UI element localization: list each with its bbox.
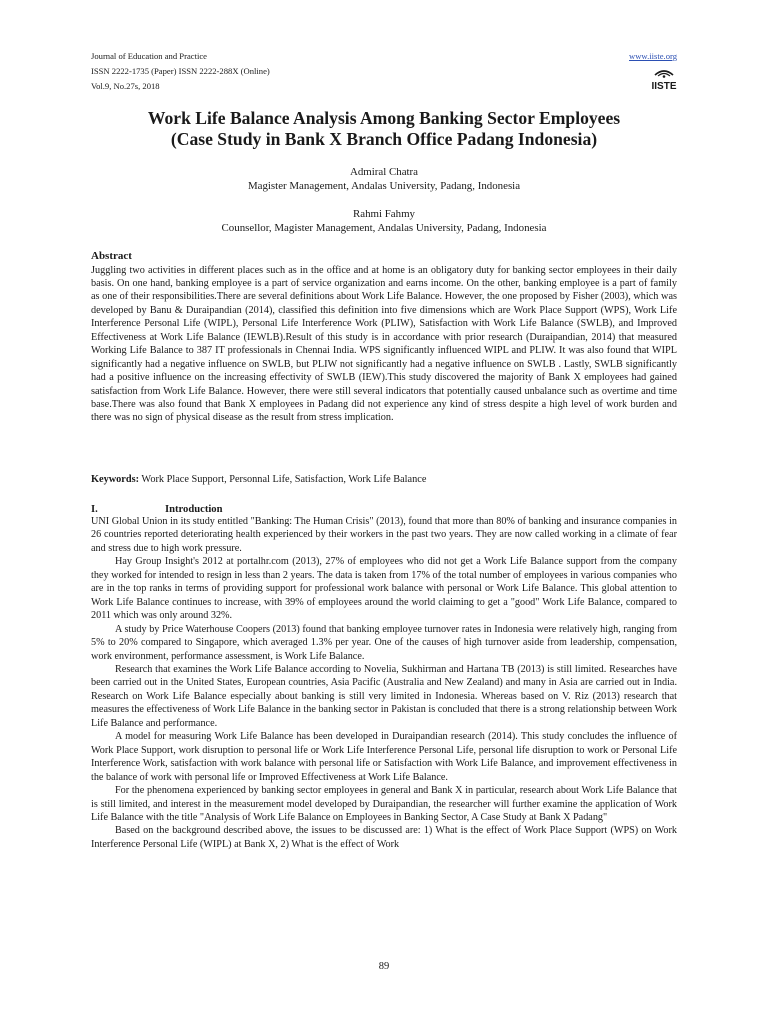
author-name-1: Admiral Chatra: [349, 166, 419, 178]
page-number: 89: [378, 961, 390, 972]
keywords-list: Work Place Support, Personnal Life, Satisfaction, Work Life Balance: [139, 474, 427, 485]
paragraph: UNI Global Union in its study entitled "Banking: The Human Crisis" (2013), found that more than 80% of banking and insurance companies in 26 countries reported deteriorating health experienced by their workers in the past two years. They are now called working in a climate of fear and stress due to high work pressure.: [91, 516, 677, 554]
paragraph: Research that examines the Work Life Balance according to Novelia, Sukhirman and Hartana TB (2013) is still limited. Researches have been carried out in the United States, European countries, Asia Pacific (Australia and New Zealand) and many in Asia are carried out in India. Research on Work Life Balance especially about banking is still very limited in Indonesia. Whereas based on V. Riz (2013) research that measures the effectiveness of Work Life Balance in the banking sector in Pakistan is concluded that there is a strong relationship between Work Life Balance and performance.: [91, 663, 677, 729]
journal-header: [91, 52, 677, 98]
abstract-body: Juggling two activities in different places such as in the office and at home is an obligatory duty for banking sector employees in their daily basis. On one hand, banking employee is a part of service organization and earns income. On the other, banking employee is a part of family as one of their responsibilities.There are several definitions about Work Life Balance. However, the one proposed by Fisher (2003), which was developed by Banu & Duraipandian (2014), classified this definition into five dimensions which are Work Place Support (WPS), Work Life Interference Personal Life (WIPL), Personal Life Interference Work (PLIW), Satisfaction with Work Life Balance (SWLB), and Improved Effectiveness at Work Life Balance (IEWLB).Result of this study is in accordance with prior research (Duraipandian, 2014) that measured Working Life Balance to 387 IT professionals in Chennai India. WPS significantly influenced WIPL and PLIW. It was also found that WIPL significantly had a negative influence on SWLB, but PLIW not significantly had a negative influence on SWLB . Lastly, SWLB significantly had a positive influence on the increasing effectivity of SWLB (IEW).This study discovered the majority of Bank X employees had gained satisfaction from Work Life Balance. However, there were still several indicators that potentially caused unbalance such as overtime and time base.There was also found that Bank X employees in Padang did not experience any kind of stress despite a high level of work burden and there was no sign of physical disease as the result from stress implication.: [91, 264, 677, 424]
paper-title-line-1: Work Life Balance Analysis Among Banking Sector Employees: [147, 108, 621, 128]
svg-text:IISTE: IISTE: [651, 81, 677, 92]
author-affiliation-2: Counsellor, Magister Management, Andalas University, Padang, Indonesia: [221, 222, 547, 234]
iiste-logo: [651, 66, 677, 92]
author-affiliation-1: Magister Management, Andalas University, Padang, Indonesia: [247, 180, 521, 192]
introduction-body: [91, 515, 677, 851]
author-name-2: Rahmi Fahmy: [352, 208, 415, 220]
paragraph: A study by Price Waterhouse Coopers (2013) found that banking employee turnover rates in Indonesia were relatively high, ranging from 5% to 20% compared to Singapore, which averaged 1.3% per year. One of the causes of high turnover aside from leadership, compensation, work environment, performance assessment, is Work Life Balance.: [91, 623, 677, 662]
keywords-line: [91, 473, 677, 486]
abstract-heading: Abstract: [91, 250, 132, 262]
keywords-label: Keywords:: [91, 474, 140, 485]
volume-line: Vol.9, No.27s, 2018: [91, 81, 160, 91]
paper-title-line-2: (Case Study in Bank X Branch Office Padang Indonesia): [170, 129, 598, 149]
section-number: I.: [91, 504, 98, 515]
section-title: Introduction: [165, 504, 223, 515]
issn-line: ISSN 2222-1735 (Paper) ISSN 2222-288X (Online): [91, 66, 270, 76]
paragraph: A model for measuring Work Life Balance has been developed in Duraipandian research (2014). This study concludes the influence of Work Place Support, work disruption to personal life or Work Life Interference Personal Life, personal life disruption to work or Personal Life Interference Work, satisfaction with work balance with personal life or Satisfaction with Work Life Balance, and improvement effectiveness in the balance of work with personal life or Improved Effectiveness at Work Life Balance.: [91, 731, 677, 783]
journal-name: Journal of Education and Practice: [91, 51, 207, 61]
paragraph: For the phenomena experienced by banking sector employees in general and Bank X in particular, research about Work Life Balance that is still limited, and interest in the measurement model developed by Duraipandian, the researcher will further examine the application of Work Life Balance with the title "Analysis of Work Life Balance on Employees in Banking Sector, A Case Study at Bank X Padang": [91, 785, 677, 823]
paragraph: Based on the background described above, the issues to be discussed are: 1) What is the effect of Work Place Support (WPS) on Work Interference Personal Life (WIPL) at Bank X, 2) What is the effect of Work: [91, 825, 677, 850]
paragraph: Hay Group Insight's 2012 at portalhr.com (2013), 27% of employees who did not get a Work Life Balance support from the company they worked for intended to resign in less than 2 years. The data is taken from 17% of the total number of employees in various companies who are in the top ranks in terms of providing support for professional work balance with personal or Work Life Balance. This global attention to Work Life Balance continues to increase, with 39% of employees around the world claiming to get a "good" Work Life Balance, compared to 2011 which was only around 32%.: [91, 556, 677, 622]
paper-title: [91, 108, 677, 150]
journal-url-link[interactable]: www.iiste.org: [629, 51, 677, 61]
